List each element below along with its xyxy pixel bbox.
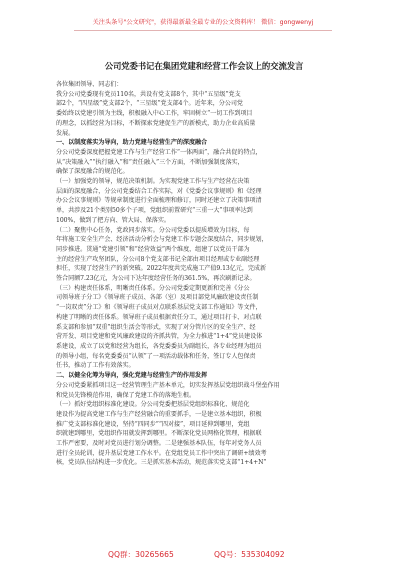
- paragraph-line: 单，共涉及21个类别50多个子项，党组织前置研究“三重一大”事项率达到: [56, 207, 253, 215]
- paragraph-line: 担任，实现了经营生产的新突破。2022年度共完成施工产值9.13亿元，完成新: [56, 265, 266, 273]
- section-heading: 一、以制度落实为导向，助力党建与经营生产的深度融合: [56, 139, 208, 147]
- paragraph-line: 工作严密要，及时对党员进行划分调整。二是建强基本队伍，每年对党务人员: [56, 440, 262, 448]
- page-title: 公司党委书记在集团党建和经营工作会议上的交流发言: [104, 61, 304, 71]
- paragraph-line: 签合同额7.23亿元，为公司下达年度经营任务的361.5%，再次刷新记录。: [56, 275, 256, 283]
- paragraph-line: 主的经营生产攻坚团队，分公司8个党支部书记全部由项目经理或专业副经理: [56, 255, 260, 263]
- paragraph-line: 的理念，以抓经营为目标，不断探索党建促生产的新模式，助力企业高质量: [56, 119, 256, 127]
- paragraph-line: （一）加强党的领导，规范决策机制。为实现党建工作与生产经营在决策: [56, 178, 250, 186]
- paragraph-line: （三）构建责任体系，明晰责任体系。分公司党委定期更新和完善《分公: [56, 284, 250, 292]
- paragraph-line: 100%，做到了把方向、管大局、保落实。: [56, 216, 170, 224]
- paragraph-line: 系支部和参加“双重”组织生活会等形式，实现了对分管片区的安全生产、经: [56, 323, 256, 331]
- footer-qq-number: QQ号：535304092: [214, 550, 285, 559]
- paragraph-line: 构建了明晰的责任体系。领导班子成员根据责任分工，通过项目打卡、对点联: [56, 313, 262, 321]
- paragraph-line: 委始终以党建引领为主线，积极融入中心工作，牢固树立“一切工作到项目: [56, 110, 253, 118]
- paragraph-line: 年将施工安全生产会、经济活动分析会与党建工作专题会深度结合，同步规划，: [56, 236, 268, 244]
- paragraph-line: 发展。: [56, 129, 75, 137]
- paragraph-line: （二）聚焦中心任务，党政同步落实。分公司党委以提质增效为目标，每: [56, 226, 250, 234]
- paragraph-line: 系建设，成立了以党和经营为组长，各党委委员为副组长，各专业经理为组员: [56, 342, 262, 350]
- paragraph-line: 同步推进。贯通“党建引领”和“经营效益”两个维度，组建了以党员干部为: [56, 245, 250, 253]
- paragraph-line: 建设作为提高党建工作与生产经营融合的重要抓手，一是建立基本组织，积极: [56, 410, 262, 418]
- section-heading: 二、以健全化筹为导向，强化党建与经营生产的作用发挥: [56, 372, 208, 380]
- paragraph-line: 任书，推动了工作有效落实。: [56, 362, 135, 370]
- paragraph-line: 办公会议事规则》等规章制度进行全面梳理和修订，同时还建立了决策事项清: [56, 197, 262, 205]
- header-banner: [0, 0, 408, 40]
- paragraph-line: 从“决策融入”“执行融入”和“责任融入”三个方面，不断加强制度落实，: [56, 158, 244, 166]
- paragraph-line: 分公司党委深度把握党建工作与生产经营工作“一体两面”，融合共促的特点，: [56, 148, 262, 156]
- paragraph-line: 各位集团领导、同志们：: [56, 81, 123, 88]
- paragraph-line: 部2个，“四星级”党支部2个，“三星级”党支部4个。近年来，分公司党: [56, 100, 243, 108]
- paragraph-line: 我分公司党委现有党员110名，共设有党支部8个，其中“五星级”党支: [56, 90, 241, 98]
- footer: [0, 548, 408, 562]
- footer-qq-group: QQ群：30265665: [108, 550, 174, 559]
- paragraph-line: 核，党员队伍结构进一步优化。三是抓实基本活动，规范落实党支部“1+4+N”: [56, 459, 267, 467]
- document-body: [56, 60, 352, 468]
- promo-banner-text: 关注头条号"公文研究"，获得最新最全最专业的公文资料库！ 微信：gongwenyj: [74, 16, 332, 31]
- paragraph-line: 层面的深度融合，分公司党委结合工作实际，对《党委会议事规则》和《经理: [56, 187, 262, 195]
- paragraph-line: 分公司党委紧抓项目这一经营管理生产基本单元，切实发挥基层党组织战斗堡垒作用: [56, 381, 280, 389]
- paragraph-line: 推广党支部标准化建设，坚持“四同步”“四对接”，项目延伸到哪里，党组: [56, 420, 250, 428]
- paragraph-line: 营开发、项目党建和党风廉政建设的齐抓共管，为全力推进“1+4”党员建设体: [56, 333, 263, 341]
- paragraph-line: 进行全员轮训，提升基层党建工作水平。在党组党员工作中突出了调研+绩效考: [56, 449, 267, 457]
- paragraph-line: “一岗双责”分工》和《领导班子成员对点联系基层党支部工作通知》等文件，: [56, 304, 262, 312]
- paragraph-line: 确保了深度融合的规范化。: [56, 168, 129, 176]
- paragraph-line: （一）抓好党组织标准化建设。分公司党委把基层党组织标准化、规范化: [56, 401, 250, 409]
- paragraph-line: 和党员先锋模范作用，确保了党建工作的落地生根。: [56, 391, 196, 399]
- paragraph-line: 的领导小组，每名党委委员“认领”了一项活动载体和任务，签订专人包保责: [56, 352, 256, 360]
- document-lines: [56, 80, 352, 468]
- paragraph-line: 司领导班子分工》《领导班子成员、各部（室）及项目部党风廉政建设责任制: [56, 294, 259, 302]
- paragraph-line: 织就建到哪里，党组织作用就发挥到哪里。不断深化党员网格化管理，根据联: [56, 430, 262, 438]
